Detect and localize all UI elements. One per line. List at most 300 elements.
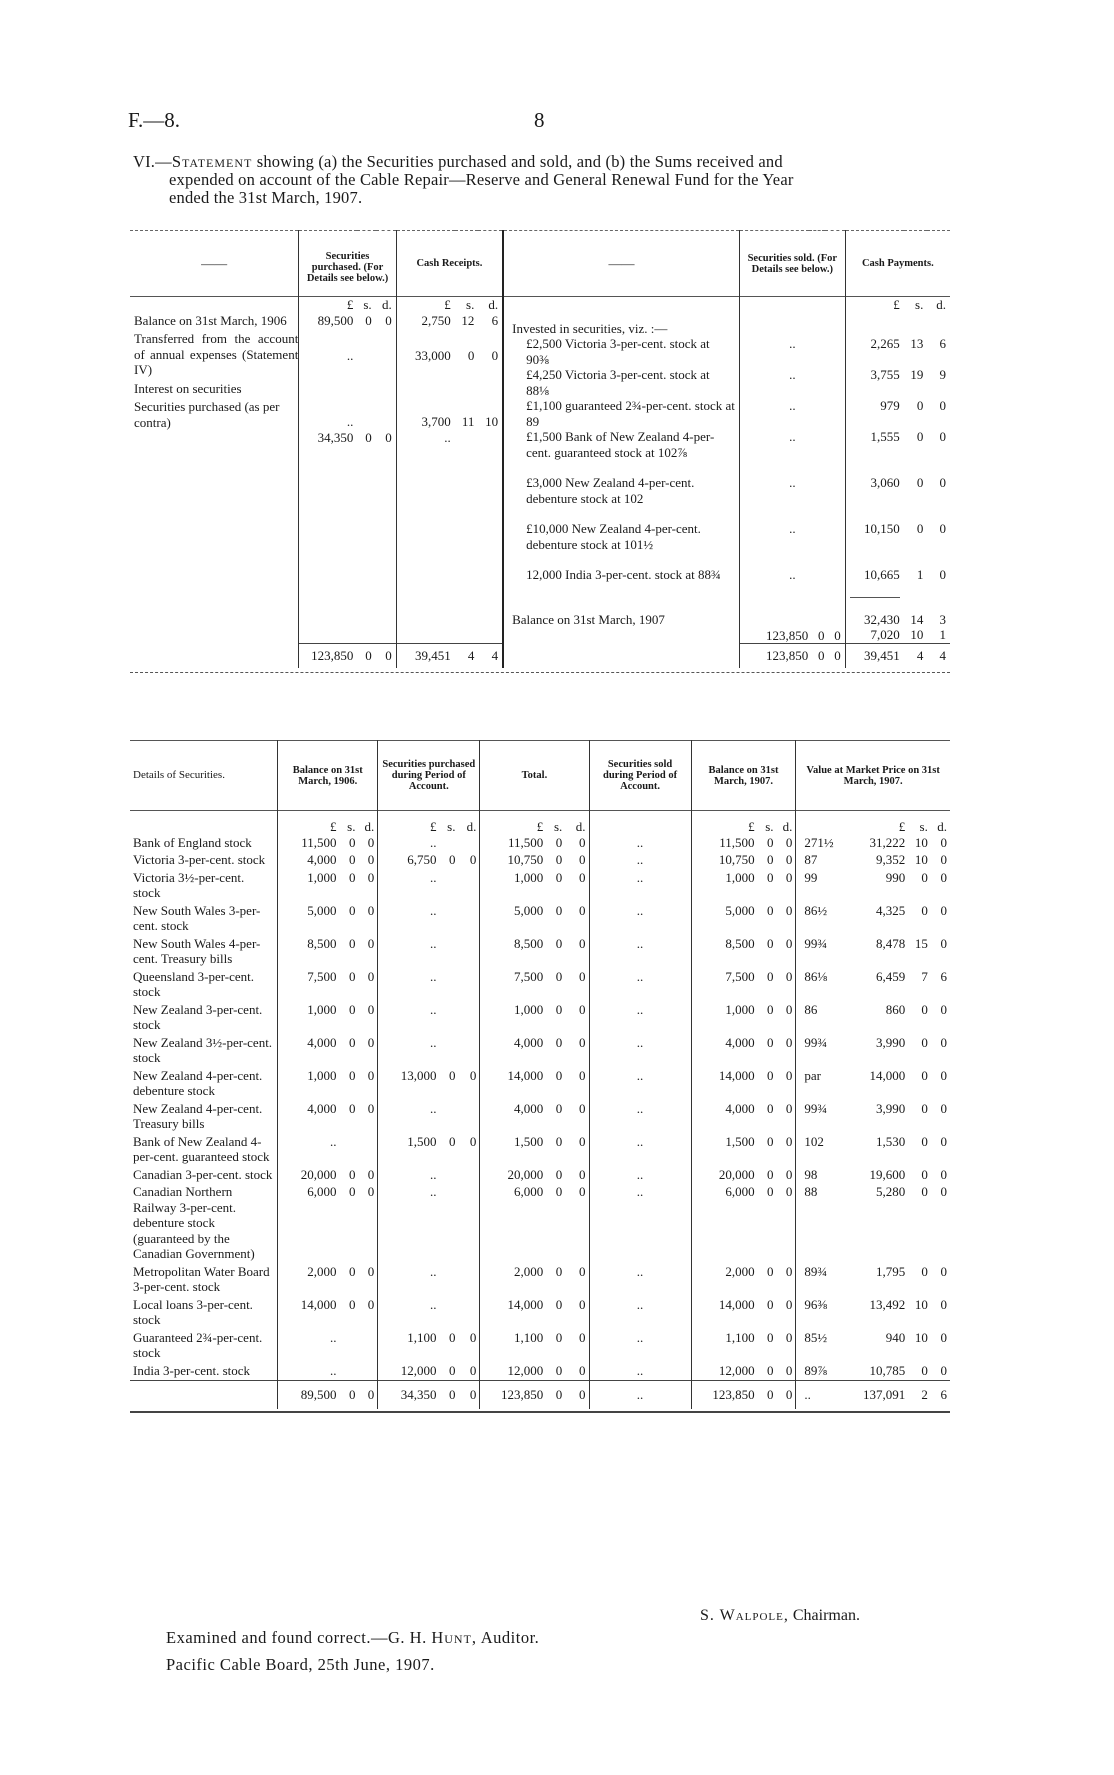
shillings: 0 <box>767 1001 774 1017</box>
col-securities-sold: Securities sold. (For Details see below.) <box>739 231 845 297</box>
shillings: 0 <box>921 1263 928 1279</box>
shillings <box>439 936 458 969</box>
market-value: 3,990 <box>876 1100 906 1116</box>
pence: 0 <box>385 312 392 328</box>
shillings <box>439 1035 458 1068</box>
cash-payment-value: 2,265 <box>870 335 900 351</box>
lsd-pound: £ <box>378 811 440 835</box>
col-details: Details of Securities. <box>133 769 225 781</box>
pence: 0 <box>579 1263 586 1279</box>
market-value: 10,785 <box>869 1362 906 1378</box>
security-name: New South Wales 3-per-cent. stock <box>133 902 261 933</box>
shillings <box>439 1264 458 1297</box>
document-code: F.—8. <box>128 108 180 132</box>
security-name: Victoria 3-per-cent. stock <box>133 852 266 867</box>
shillings: 0 <box>767 1100 774 1116</box>
total: 1,000 <box>480 870 546 903</box>
pence: 0 <box>367 1166 375 1182</box>
pence: 4 <box>478 644 503 668</box>
balance-1907: 6,000 <box>691 1184 757 1264</box>
purchased: .. <box>378 1101 440 1134</box>
pence: 0 <box>579 869 586 885</box>
pence: 0 <box>579 852 586 867</box>
pence: 6 <box>940 968 947 984</box>
shillings: 0 <box>348 1166 356 1182</box>
security-name: New Zealand 3-per-cent. stock <box>133 1001 263 1032</box>
market-price: 86 <box>796 1002 844 1035</box>
pence: 0 <box>367 935 375 951</box>
pence <box>458 1264 479 1297</box>
pence: 0 <box>367 1100 375 1116</box>
col-balance-1907: Balance on 31st March, 1907. <box>691 741 796 811</box>
pence: 0 <box>939 428 946 444</box>
securities-purchased-value: .. <box>346 413 354 429</box>
market-price: 99¾ <box>796 1101 844 1134</box>
pence: 0 <box>785 902 793 918</box>
shillings: 0 <box>348 968 356 984</box>
shillings: 0 <box>555 902 563 918</box>
shillings: 0 <box>921 1184 928 1199</box>
security-name: Guaranteed 2¾-per-cent. stock <box>133 1329 263 1360</box>
security-name: New Zealand 3½-per-cent. stock <box>133 1034 273 1065</box>
receipt-label: Balance on 31st March, 1906 <box>134 312 287 328</box>
security-name: Metropolitan Water Board 3-per-cent. stock <box>133 1263 270 1294</box>
pence: 0 <box>367 869 375 885</box>
col-purchased: Securities purchased during Period of Account. <box>378 741 480 811</box>
table-row <box>130 835 950 853</box>
pence: 0 <box>785 1001 793 1017</box>
shillings <box>340 1134 359 1167</box>
title-line-3: ended the 31st March, 1907. <box>169 188 363 207</box>
shillings <box>439 1167 458 1185</box>
lsd-d: d. <box>936 297 946 312</box>
shillings: 0 <box>348 1184 356 1199</box>
shillings <box>439 835 458 853</box>
balance-1907: 1,000 <box>691 1002 757 1035</box>
board-date: Pacific Cable Board, 25th June, 1907. <box>166 1655 435 1674</box>
security-name: Local loans 3-per-cent. stock <box>133 1296 253 1327</box>
balance-1907: 5,000 <box>691 903 757 936</box>
pence: 0 <box>469 1329 477 1345</box>
shillings: 0 <box>348 1296 356 1312</box>
shillings <box>361 414 371 430</box>
shillings: 19 <box>910 366 924 382</box>
title-prefix: VI.— <box>133 152 172 171</box>
market-price: 99 <box>796 870 844 903</box>
balance-1907: 2,000 <box>691 1264 757 1297</box>
shillings: 0 <box>448 1362 456 1378</box>
shillings: 0 <box>921 1362 928 1378</box>
pence: 0 <box>785 1184 793 1199</box>
pence: 4 <box>927 644 950 668</box>
pence: 0 <box>367 968 375 984</box>
shillings <box>340 1363 359 1381</box>
shillings: 0 <box>365 429 372 445</box>
lsd-d: d. <box>937 819 947 834</box>
pence: 0 <box>940 1184 947 1199</box>
pence: 0 <box>367 1001 375 1017</box>
purchased: 1,500 <box>378 1134 440 1167</box>
purchased: .. <box>378 1035 440 1068</box>
purchased: .. <box>378 936 440 969</box>
purchased: 13,000 <box>378 1068 440 1101</box>
pence: 0 <box>834 648 841 663</box>
purchased: .. <box>378 1167 440 1185</box>
total: 6,000 <box>480 1184 546 1264</box>
total: 1,500 <box>480 1134 546 1167</box>
cash-payment-value: 3,755 <box>870 366 900 382</box>
lsd-pound: £ <box>480 811 546 835</box>
total: 1,000 <box>480 1002 546 1035</box>
securities-purchased-value: 34,350 <box>317 429 354 445</box>
shillings: 0 <box>348 852 356 867</box>
auditor-name: Hunt, <box>431 1628 478 1647</box>
balance-1906: 2,000 <box>278 1264 340 1297</box>
shillings: 0 <box>767 1296 774 1312</box>
pence: 0 <box>785 852 793 867</box>
total: 12,000 <box>480 1363 546 1381</box>
lsd-d: d. <box>466 819 477 834</box>
lsd-s: s. <box>466 297 475 312</box>
balance-1907: 12,000 <box>691 1363 757 1381</box>
security-name: New South Wales 4-per-cent. Treasury bills <box>133 935 261 966</box>
balance-1907: 4,000 <box>691 1035 757 1068</box>
shillings <box>439 1184 458 1264</box>
table-row <box>130 1167 950 1185</box>
shillings: 0 <box>916 428 924 444</box>
sold: .. <box>589 1330 691 1363</box>
pence: 0 <box>367 1263 375 1279</box>
pence: 0 <box>367 1387 375 1402</box>
shillings: 0 <box>916 474 924 490</box>
shillings: 0 <box>555 1263 563 1279</box>
pence: 0 <box>579 1296 586 1312</box>
securities-details-table <box>130 740 950 1413</box>
pence <box>458 1167 479 1185</box>
table-row <box>130 1101 950 1134</box>
shillings: 11 <box>461 413 475 429</box>
pence <box>380 414 392 430</box>
pence: 0 <box>785 1166 793 1182</box>
shillings: 0 <box>348 1387 356 1402</box>
market-value: 31,222 <box>869 834 906 850</box>
sold: .. <box>589 1264 691 1297</box>
cash-receipt-value: 2,750 <box>421 312 451 328</box>
shillings: 0 <box>555 968 563 984</box>
cash-payment-value: 979 <box>880 397 900 413</box>
pence: 0 <box>785 1387 793 1402</box>
pence: 0 <box>469 852 477 867</box>
balance-1907: 8,500 <box>691 936 757 969</box>
sold: .. <box>589 1363 691 1381</box>
table-row <box>130 1002 950 1035</box>
shillings: 0 <box>555 1184 563 1199</box>
chairman-signature <box>700 1607 860 1625</box>
pence: 1 <box>939 627 946 642</box>
shillings: 0 <box>767 852 774 867</box>
pence: 0 <box>834 627 841 643</box>
shillings: 0 <box>921 1133 928 1149</box>
pence: 0 <box>491 347 499 363</box>
shillings: 4 <box>904 644 928 668</box>
cash-receipt-value: .. <box>444 429 451 445</box>
shillings: 10 <box>914 834 928 850</box>
shillings <box>439 1101 458 1134</box>
shillings: 0 <box>767 1387 774 1402</box>
pence: 0 <box>785 1296 793 1312</box>
receipts-header-dash: —— <box>201 255 228 271</box>
shillings: 0 <box>448 1329 456 1345</box>
lsd-d: d. <box>364 819 375 834</box>
shillings: 0 <box>817 648 825 663</box>
balance-1907: 14,000 <box>691 1068 757 1101</box>
examined-text: Examined and found correct.—G. H. <box>166 1628 432 1647</box>
shillings: 10 <box>914 852 928 867</box>
table-row <box>130 969 950 1002</box>
total: 1,100 <box>480 1330 546 1363</box>
pence: 0 <box>469 1387 477 1402</box>
total: 8,500 <box>480 936 546 969</box>
pence <box>458 1101 479 1134</box>
pence: 6 <box>939 335 946 351</box>
payments-subtotal: 32,430 <box>863 611 900 627</box>
lsd-pound: £ <box>299 297 358 313</box>
shillings: 0 <box>448 1133 456 1149</box>
pence: 0 <box>939 566 946 582</box>
pence: 0 <box>940 1067 947 1083</box>
pence: 6 <box>491 312 499 328</box>
pence: 0 <box>579 1184 586 1199</box>
shillings: 0 <box>817 627 825 643</box>
pence: 0 <box>469 1133 477 1149</box>
title-rest: showing (a) the Securities purchased and sold, and (b) the Sums received and <box>252 152 783 171</box>
table-row <box>130 1035 950 1068</box>
auditor-title: Auditor. <box>477 1628 540 1647</box>
lsd-s: s. <box>553 819 563 834</box>
total: 10,750 <box>480 852 546 870</box>
col-cash-payments: Cash Payments. <box>845 231 950 297</box>
purchased: .. <box>378 1297 440 1330</box>
pence: 0 <box>939 520 946 536</box>
pence: 0 <box>785 1329 793 1345</box>
balance-1907: 1,100 <box>691 1330 757 1363</box>
shillings: 0 <box>767 834 774 850</box>
pence: 0 <box>785 1362 793 1378</box>
shillings: 0 <box>767 1329 774 1345</box>
balance-1906: 14,000 <box>278 1297 340 1330</box>
pence: 0 <box>579 1329 586 1345</box>
table-row <box>130 1330 950 1363</box>
market-value: 5,280 <box>876 1184 906 1199</box>
table-row <box>130 936 950 969</box>
pence: 6 <box>940 1387 947 1402</box>
shillings: 0 <box>767 1166 774 1182</box>
pence <box>458 1184 479 1264</box>
pence: 0 <box>579 1067 586 1083</box>
pence: 0 <box>579 1001 586 1017</box>
shillings: 0 <box>555 869 563 885</box>
cash-payment-value: 10,665 <box>863 566 900 582</box>
pence: 0 <box>579 968 586 984</box>
balance-1906: .. <box>278 1363 340 1381</box>
total: 4,000 <box>480 1101 546 1134</box>
pence: 0 <box>785 1067 793 1083</box>
securities-sold-value: .. <box>789 397 796 413</box>
balance-1907: 11,500 <box>691 835 757 853</box>
lsd-pound: £ <box>278 811 340 835</box>
pence: 0 <box>367 1067 375 1083</box>
purchased: .. <box>378 903 440 936</box>
lsd-pound: £ <box>898 819 906 834</box>
shillings: 0 <box>921 1001 928 1017</box>
market-value: 13,492 <box>869 1296 906 1312</box>
shillings <box>361 348 371 414</box>
market-value: 1,530 <box>876 1133 906 1149</box>
shillings: 14 <box>910 611 924 627</box>
sold: .. <box>589 835 691 853</box>
pence: 0 <box>367 852 375 867</box>
security-name: India 3-per-cent. stock <box>133 1362 251 1378</box>
pence <box>380 348 392 414</box>
total: 5,000 <box>480 903 546 936</box>
shillings: 0 <box>767 869 774 885</box>
pence: 0 <box>940 1133 947 1149</box>
pence: 0 <box>367 1296 375 1312</box>
shillings: 0 <box>555 1362 563 1378</box>
market-value: 1,795 <box>876 1263 906 1279</box>
purchased: .. <box>378 1184 440 1264</box>
market-value: 9,352 <box>876 852 906 867</box>
shillings: 0 <box>555 1100 563 1116</box>
sold: .. <box>589 1167 691 1185</box>
market-value: 4,325 <box>876 902 906 918</box>
pence: 0 <box>579 902 586 918</box>
balance-1907: 14,000 <box>691 1297 757 1330</box>
sold: .. <box>589 1184 691 1264</box>
sold: .. <box>589 1035 691 1068</box>
security-name: Victoria 3½-per-cent. stock <box>133 869 245 900</box>
balance-1906: 4,000 <box>278 852 340 870</box>
security-name: Bank of New Zealand 4-per-cent. guaranteed stock <box>133 1133 270 1164</box>
payment-label: £4,250 Victoria 3-per-cent. stock at 88⅛ <box>526 367 710 398</box>
sold: .. <box>589 852 691 870</box>
pence: 0 <box>940 902 947 918</box>
sold: .. <box>589 1101 691 1134</box>
pence: 0 <box>367 1034 375 1050</box>
sold: .. <box>589 1002 691 1035</box>
balance-1907-cash: 7,020 <box>870 627 900 642</box>
balance-1907: 20,000 <box>691 1167 757 1185</box>
payments-header-dash: —— <box>503 231 739 297</box>
purchased: .. <box>378 870 440 903</box>
pence: 0 <box>367 1184 375 1199</box>
total: 14,000 <box>480 1068 546 1101</box>
col-market-value: Value at Market Price on 31st March, 1907. <box>796 741 950 811</box>
pence: 0 <box>579 1100 586 1116</box>
shillings: 0 <box>767 1362 774 1378</box>
pence <box>358 1134 377 1167</box>
market-price: 271½ <box>796 835 844 853</box>
pence: 0 <box>940 1329 947 1345</box>
security-name: Queensland 3-per-cent. stock <box>133 968 255 999</box>
securities-purchased-value: 89,500 <box>317 312 354 328</box>
shillings: 0 <box>555 1001 563 1017</box>
table-row <box>130 1297 950 1330</box>
balance-1907: 7,500 <box>691 969 757 1002</box>
pence: 0 <box>579 834 586 850</box>
purchased: .. <box>378 1002 440 1035</box>
payment-label: £2,500 Victoria 3-per-cent. stock at 90⅜ <box>526 336 710 367</box>
shillings <box>439 870 458 903</box>
balance-1907-label: Balance on 31st March, 1907 <box>512 612 665 627</box>
shillings: 0 <box>555 1034 563 1050</box>
lsd-s: s. <box>765 819 774 834</box>
balance-1906: .. <box>278 1330 340 1363</box>
pence <box>458 870 479 903</box>
pence: 10 <box>485 413 499 429</box>
table-row <box>130 870 950 903</box>
lsd-s: s. <box>347 819 356 834</box>
sold: .. <box>589 1068 691 1101</box>
shillings: 0 <box>916 520 924 536</box>
total-price: .. <box>796 1381 844 1409</box>
pence: 0 <box>469 1362 477 1378</box>
securities-sold-value: .. <box>789 520 796 536</box>
shillings: 0 <box>555 1067 563 1083</box>
shillings: 7 <box>921 968 928 984</box>
table-row <box>130 1068 950 1101</box>
sold: .. <box>589 969 691 1002</box>
balance-1906: 4,000 <box>278 1101 340 1134</box>
shillings: 4 <box>455 644 479 668</box>
shillings: 0 <box>767 1184 774 1199</box>
shillings: 0 <box>916 397 924 413</box>
pence: 0 <box>579 1166 586 1182</box>
cash-payment-value: 1,555 <box>870 428 900 444</box>
shillings <box>439 969 458 1002</box>
shillings: 0 <box>767 968 774 984</box>
shillings: 12 <box>461 312 475 328</box>
receipt-label: Transferred from the account of annual expenses (Statement IV) <box>134 331 299 377</box>
shillings <box>439 1002 458 1035</box>
market-value: 14,000 <box>869 1067 906 1083</box>
page-number: 8 <box>534 108 545 132</box>
total: 14,000 <box>480 1297 546 1330</box>
pence: 0 <box>469 1067 477 1083</box>
shillings: 0 <box>348 1100 356 1116</box>
total-balance-1907: 123,850 <box>691 1381 757 1409</box>
pence: 3 <box>939 611 946 627</box>
pence: 0 <box>940 834 947 850</box>
purchased: 1,100 <box>378 1330 440 1363</box>
total-sold: .. <box>589 1381 691 1409</box>
shillings: 2 <box>921 1387 928 1402</box>
pence <box>458 903 479 936</box>
pence: 0 <box>385 429 392 445</box>
market-price: 102 <box>796 1134 844 1167</box>
balance-1907: 1,000 <box>691 870 757 903</box>
pence <box>458 835 479 853</box>
total: 2,000 <box>480 1264 546 1297</box>
shillings: 0 <box>921 1166 928 1182</box>
market-value: 940 <box>885 1329 906 1345</box>
receipts-total-cash: 39,451 <box>396 644 455 668</box>
lsd-d: d. <box>782 819 793 834</box>
balance-1906: 6,000 <box>278 1184 340 1264</box>
pence: 0 <box>367 902 375 918</box>
shillings <box>439 1297 458 1330</box>
securities-sold-value: .. <box>789 474 796 490</box>
